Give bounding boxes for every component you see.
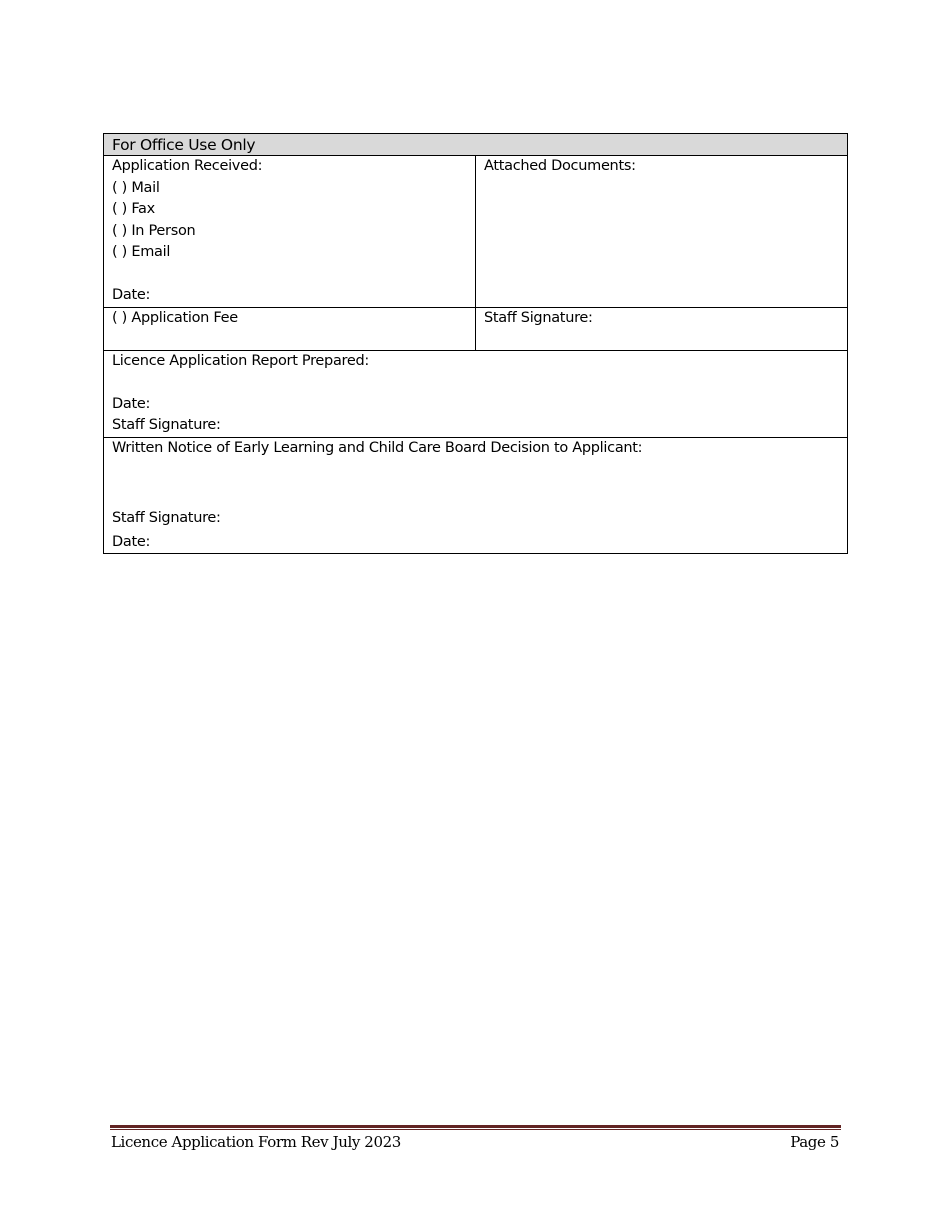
report-date-field[interactable]: Date: [112,395,151,412]
office-use-table [103,133,848,554]
option-mail[interactable]: ( ) Mail [112,179,160,196]
application-fee-cell[interactable] [104,307,476,350]
application-received-cell [104,156,476,308]
attached-documents-cell[interactable] [476,156,848,308]
option-email[interactable]: ( ) Email [112,244,171,260]
footer-rule-thick [110,1125,841,1128]
received-date-field[interactable]: Date: [112,287,151,303]
spacer [112,459,839,481]
spacer [112,264,467,286]
page-number: Page 5 [790,1133,839,1151]
spacer [112,481,839,503]
office-use-header: For Office Use Only [104,134,848,156]
report-staff-signature-field[interactable]: Staff Signature: [112,417,221,433]
spacer [112,372,839,394]
option-fax[interactable]: ( ) Fax [112,201,155,217]
application-fee-option[interactable]: ( ) Application Fee [112,309,238,326]
report-prepared-label: Licence Application Report Prepared: [112,352,369,369]
notice-date-field[interactable]: Date: [112,533,151,550]
application-received-label: Application Received: [112,158,263,174]
notice-staff-signature-field[interactable]: Staff Signature: [112,510,221,526]
attached-documents-label: Attached Documents: [484,158,636,174]
fee-staff-signature-label: Staff Signature: [484,309,593,326]
written-notice-cell [104,437,848,554]
footer-rule-thin [110,1129,841,1130]
fee-staff-signature-cell[interactable] [476,307,848,350]
written-notice-label: Written Notice of Early Learning and Child Care Board Decision to Applicant: [112,439,643,456]
report-prepared-cell [104,350,848,437]
option-in-person[interactable]: ( ) In Person [112,222,196,239]
footer-title: Licence Application Form Rev July 2023 [111,1133,401,1151]
